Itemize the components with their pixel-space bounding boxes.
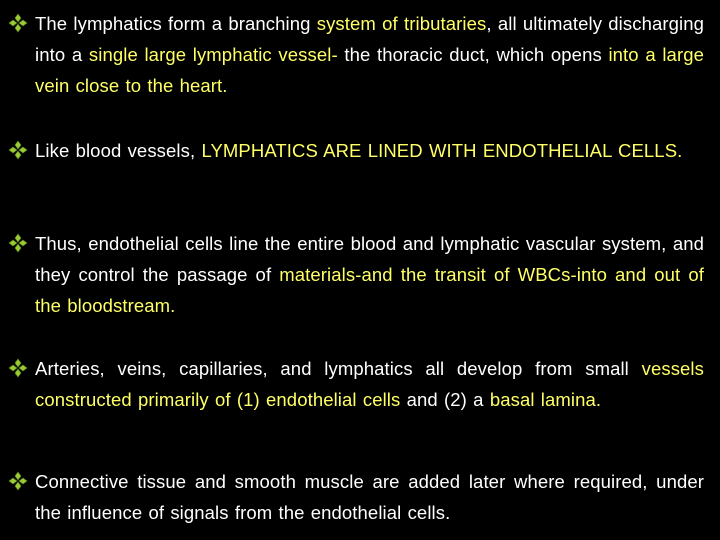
bullet-item-4 (8, 353, 704, 415)
bullet-item-1 (8, 8, 704, 101)
four-diamond-bullet-icon (8, 140, 28, 160)
text-segment: Like blood vessels, (35, 140, 202, 161)
highlighted-text: basal lamina. (489, 389, 602, 410)
four-diamond-bullet-icon (8, 233, 28, 253)
bullet-text (35, 466, 704, 528)
highlighted-text: into a large vein close to the heart. (35, 44, 704, 96)
bullet-text (35, 135, 704, 166)
highlighted-text: system of tributaries (316, 13, 487, 34)
bullet-text (35, 228, 704, 321)
highlighted-text: vessels constructed primarily of (1) endothelial cells (35, 358, 704, 410)
text-segment: The lymphatics form a branching (35, 13, 317, 34)
text-segment: , all ultimately discharging into a (35, 13, 705, 65)
highlighted-text: materials-and the transit of WBCs-into and out of the bloodstream. (35, 264, 704, 316)
bullet-item-3 (8, 228, 704, 321)
highlighted-text: single large lymphatic vessel- (88, 44, 338, 65)
text-segment: the thoracic duct, which opens (337, 44, 609, 65)
four-diamond-bullet-icon (8, 13, 28, 33)
text-segment: Arteries, veins, capillaries, and lymphatics all develop from small (35, 358, 642, 379)
bullet-text (35, 8, 704, 101)
text-segment: Connective tissue and smooth muscle are added later where required, under the influence of signals from the endothelial cells. (35, 471, 704, 523)
bullet-item-5 (8, 466, 704, 528)
bullet-item-2 (8, 135, 704, 166)
text-segment: Thus, endothelial cells line the entire blood and lymphatic vascular system, and they control the passage of (35, 233, 704, 285)
highlighted-text: LYMPHATICS ARE LINED WITH ENDOTHELIAL CELLS. (201, 140, 683, 161)
four-diamond-bullet-icon (8, 358, 28, 378)
four-diamond-bullet-icon (8, 471, 28, 491)
text-segment: and (2) a (400, 389, 490, 410)
bullet-text (35, 353, 704, 415)
